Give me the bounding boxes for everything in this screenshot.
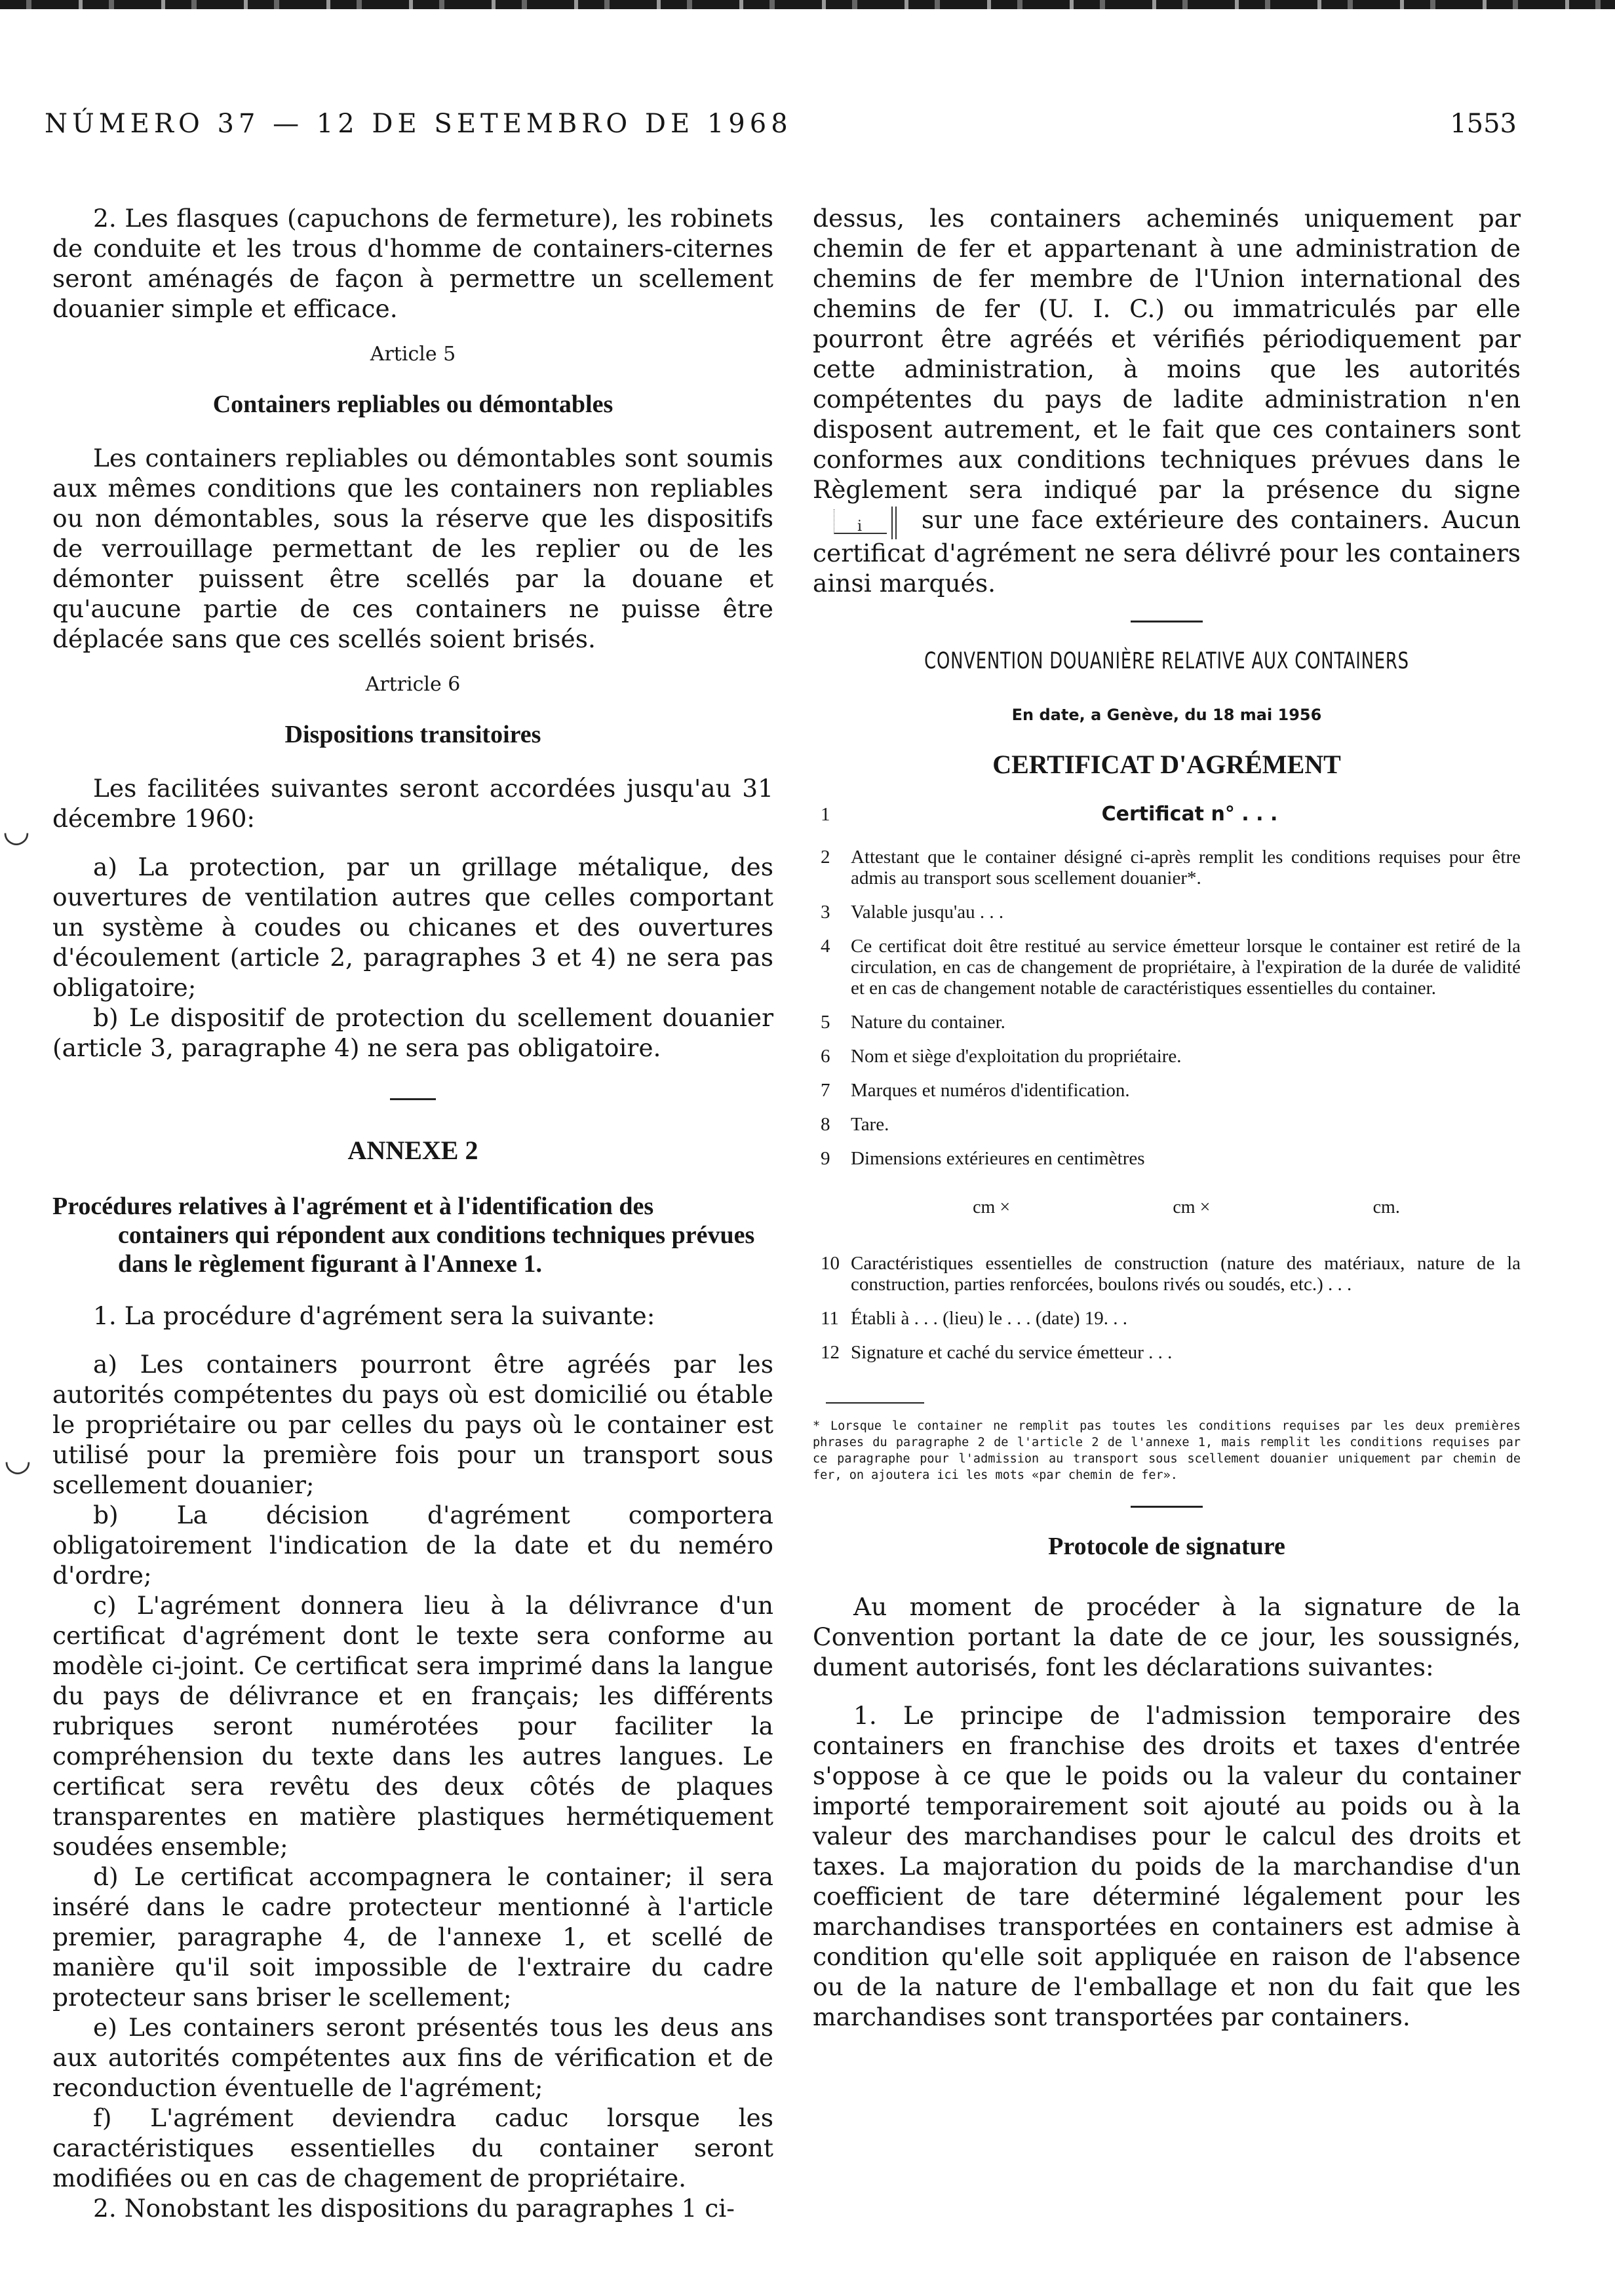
- certificate-item: 2 Attestant que le container désigné ci-après remplit les conditions requises pour être admis au transport sous scellement douanier*.: [821, 846, 1521, 889]
- procedure-item-f: f) L'agrément deviendra caduc lorsque les caractéristiques essentielles du container seront modifiées ou en cas de chagement de propriétaire.: [52, 2103, 773, 2192]
- certificate-item: 8 Tare.: [821, 1113, 889, 1135]
- margin-bracket-icon: ◡: [4, 1442, 31, 1478]
- dimension-height: cm.: [1372, 1196, 1400, 1217]
- certificate-item: 12 Signature et caché du service émetteur . . .: [821, 1341, 1173, 1363]
- paragraph-flasques: 2. Les flasques (capuchons de fermeture), les robinets de conduite et les trous d'homme de containers-citernes seront aménagés de façon à permettre un scellement douanier simple et efficace.: [52, 204, 773, 323]
- scan-top-border: [0, 0, 1615, 9]
- margin-bracket-icon: ◡: [3, 813, 30, 849]
- procedures-title-line1: Procédures relatives à l'agrément et à l'identification des: [52, 1193, 654, 1220]
- certificate-item: 9 Dimensions extérieures en centimètres: [821, 1147, 1145, 1169]
- uic-text-before-sign: dessus, les containers acheminés uniquement par chemin de fer et appartenant à une administration de chemins de fer membre de l'Union international des chemins de fer (U. I. C.) ou immatriculés par elle pourront être agréés et vérifiés périodiquement par cette administration, à moins que les autorités compétentes du pays de ladite administration n'en disposent autrement, et le fait que ces containers sont conformes aux conditions techniques prévues dans le Règlement sera indiqué par la présence du signe: [813, 204, 1521, 504]
- certificate-item: 10 Caractéristiques essentielles de construction (nature des matériaux, nature de la construction, parties renforcées, boulons rivés ou soudés, etc.) . . .: [821, 1252, 1521, 1295]
- certificate-title: CERTIFICAT D'AGRÉMENT: [992, 749, 1341, 779]
- annexe-2-heading: ANNEXE 2: [347, 1136, 478, 1165]
- certificate-item: 7 Marques et numéros d'identification.: [821, 1079, 1130, 1101]
- section-divider: [1131, 621, 1203, 622]
- procedure-item-c: c) L'agrément donnera lieu à la délivrance d'un certificat d'agrément dont le texte sera conforme au modèle ci-joint. Ce certificat sera imprimé dans la langue du pays de délivrance et en français; les différents rubriques seront numérotées pour faciliter la compréhension du texte dans les autres langues. Le certificat sera revêtu des deux côtés de plaques transparentes en matière plastiques hermétiquement soudées ensemble;: [52, 1591, 773, 1861]
- convention-date: En date, a Genève, du 18 mai 1956: [1011, 705, 1322, 724]
- article-6-item-b: b) Le dispositif de protection du scellement douanier (article 3, paragraphe 4) ne sera pas obligatoire.: [52, 1003, 773, 1062]
- certificate-item: 6 Nom et siège d'exploitation du propriétaire.: [821, 1045, 1182, 1067]
- article-6-label: Artricle 6: [365, 673, 461, 696]
- certificate-item: 4 Ce certificat doit être restitué au service émetteur lorsque le container est retiré de la circulation, en cas de changement de propriétaire, à l'expiration de la durée de validité et en cas de changement notable de caractéristiques essentielles du container.: [821, 935, 1521, 999]
- page-number: 1553: [1450, 109, 1517, 139]
- certificate-item: 3 Valable jusqu'au . . .: [821, 901, 1004, 923]
- convention-title: CONVENTION DOUANIÈRE RELATIVE AUX CONTAINERS: [924, 647, 1409, 674]
- article-6-item-a: a) La protection, par un grillage métalique, des ouvertures de ventilation autres que celles comportant un système à coudes ou chicanes et des ouvertures d'écoulement (article 2, paragraphes 3 et 4) ne sera pas obligatoire;: [52, 852, 773, 1002]
- procedures-title: [52, 1192, 773, 1278]
- uic-sign-icon: i: [822, 507, 901, 538]
- protocol-intro: Au moment de procéder à la signature de la Convention portant la date de ce jour, les soussignés, dument autorisés, font les déclarations suivantes:: [813, 1592, 1521, 1681]
- certificate-item: 1 Certificat n° . . .: [821, 802, 1278, 826]
- protocol-title: Protocole de signature: [1048, 1532, 1285, 1560]
- procedure-item-e: e) Les containers seront présentés tous les deus ans aux autorités compétentes aux fins de vérification et de reconduction éventuelle de l'agrément;: [52, 2013, 773, 2102]
- dimension-length: cm ×: [973, 1196, 1011, 1217]
- article-5-text: Les containers repliables ou démontables sont soumis aux mêmes conditions que les containers non repliables ou non démontables, sous la réserve que les dispositifs de verrouillage permettant de les replier ou de les démonter puissent être scellés par la douane et qu'aucune partie de ces containers ne puisse être déplacée sans que ces scellés soient brisés.: [52, 444, 773, 653]
- protocol-point-1: 1. Le principe de l'admission temporaire des containers en franchise des droits et taxes d'entrée s'oppose à ce que le poids ou la valeur du container importé temporairement soit ajouté au poids ou à la valeur des marchandises pour le calcul des droits et taxes. La majoration du poids de la marchandise d'un coefficient de tare déterminé légalement pour les marchandises transportées en containers est admise à condition qu'elle soit appliquée en raison de l'absence ou de la nature de l'emballage et non du fait que les marchandises sont transportées par containers.: [813, 1700, 1521, 2031]
- right-column: [813, 203, 1521, 2032]
- article-6-title: Dispositions transitoires: [284, 721, 541, 748]
- section-divider: [390, 1098, 436, 1100]
- procedure-1: 1. La procédure d'agrément sera la suivante:: [93, 1301, 655, 1330]
- dimensions-fields: [891, 1193, 1481, 1223]
- procedure-item-b: b) La décision d'agrément comportera obligatoirement l'indication de la date et du neméro d'ordre;: [52, 1501, 773, 1590]
- article-6-intro: Les facilitées suivantes seront accordées jusqu'au 31 décembre 1960:: [52, 774, 773, 833]
- procedure-2: 2. Nonobstant les dispositions du paragraphes 1 ci-: [93, 2194, 735, 2223]
- certificate-item: 11 Établi à . . . (lieu) le . . . (date) 19. . .: [821, 1307, 1127, 1329]
- left-column: [52, 203, 773, 2223]
- procedure-item-d: d) Le certificat accompagnera le container; il sera inséré dans le cadre protecteur mentionné à l'article premier, paragraphe 4, de l'annexe 1, et scellé de manière qu'il soit impossible de l'extraire du cadre protecteur sans briser le scellement;: [52, 1862, 773, 2012]
- procedure-item-a: a) Les containers pourront être agréés par les autorités compétentes du pays où est domicilié ou étable le propriétaire ou par celles du pays où le container est utilisé pour la première fois pour un transport sous scellement douanier;: [52, 1350, 773, 1499]
- dimension-width: cm ×: [1173, 1196, 1211, 1217]
- article-5-label: Article 5: [370, 343, 456, 366]
- certificate-item: 5 Nature du container.: [821, 1011, 1005, 1033]
- procedures-title-rest: containers qui répondent aux conditions techniques prévues dans le règlement figurant à l'Annexe 1.: [118, 1221, 755, 1278]
- page-header-journal: NÚMERO 37 — 12 DE SETEMBRO DE 1968: [45, 109, 792, 139]
- article-5-title: Containers repliables ou démontables: [212, 391, 613, 418]
- footnote: * Lorsque le container ne remplit pas toutes les conditions requises par les deux premières phrases du paragraphe 2 de l'article 2 de l'annexe 1, mais remplit les conditions requises par ce paragraphe pour l'admission au transport sous scellement douanier uniquement par chemin de fer, on ajoutera ici les mots «par chemin de fer».: [813, 1419, 1521, 1482]
- uic-paragraph: [813, 203, 1521, 598]
- footnote-rule: [826, 1402, 924, 1404]
- section-divider: [1131, 1506, 1203, 1508]
- uic-text-after-sign: sur une face extérieure des containers. Aucun certificat d'agrément ne sera délivré pour les containers ainsi marqués.: [813, 505, 1521, 598]
